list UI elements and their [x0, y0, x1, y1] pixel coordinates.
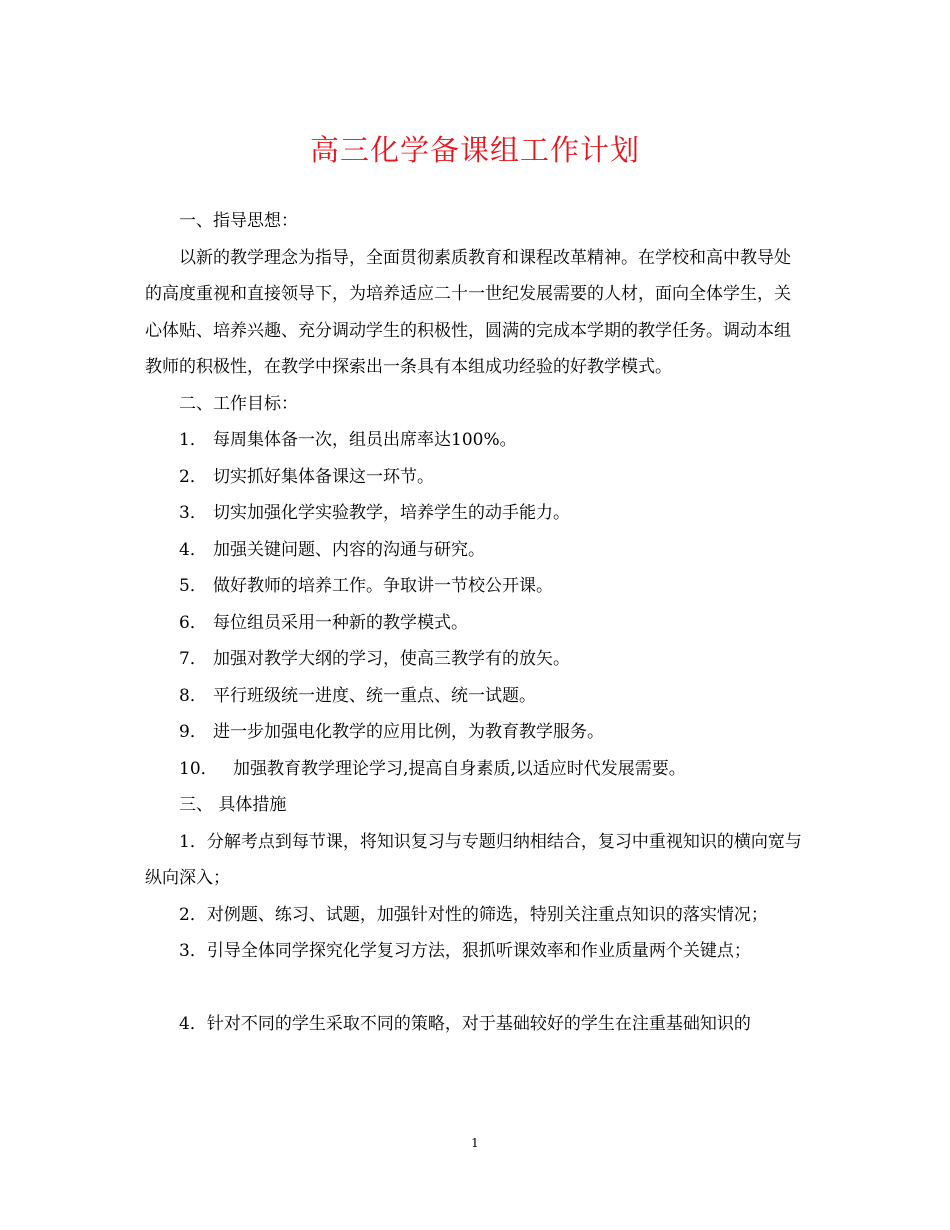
goal-number: 3．	[179, 503, 207, 523]
goal-item	[145, 678, 805, 715]
guiding-ideology-paragraph: 以新的教学理念为指导，全面贯彻素质教育和课程改革精神。在学校和高中教导处的高度重视和直接领导下，为培养适应二十一世纪发展需要的人材，面向全体学生，关心体贴、培养兴趣、充分调动学生的积极性，圆满的完成本学期的教学任务。调动本组教师的积极性，在教学中探索出一条具有本组成功经验的好教学模式。	[145, 247, 791, 377]
goal-number: 8．	[179, 685, 207, 706]
goal-text: 切实加强化学实验教学，培养学生的动手能力。	[213, 503, 570, 523]
goal-number: 1．	[179, 430, 207, 450]
blank-line	[145, 970, 805, 1006]
goal-text: 加强关键问题、内容的沟通与研究。	[213, 539, 485, 560]
goal-text: 加强对教学大纲的学习，使高三教学有的放矢。	[213, 649, 570, 669]
section-heading-measures: 三、 具体措施	[179, 795, 287, 815]
goal-number: 5．	[179, 576, 207, 596]
goal-item	[145, 641, 805, 678]
goal-number: 10．	[179, 758, 218, 779]
goal-item	[145, 495, 805, 532]
section-heading-guiding-ideology: 一、指导思想：	[179, 211, 298, 231]
goal-text: 平行班级统一进度、统一重点、统一试题。	[213, 685, 536, 706]
goal-item	[145, 459, 805, 496]
goal-text: 切实抓好集体备课这一环节。	[213, 466, 434, 487]
goal-text: 进一步加强电化教学的应用比例，为教育教学服务。	[213, 722, 604, 742]
document-body	[145, 203, 805, 1042]
page-title: 高三化学备课组工作计划	[309, 133, 640, 167]
goal-text: 加强教育教学理论学习,提高自身素质,以适应时代发展需要。	[233, 758, 686, 779]
goal-item	[145, 568, 805, 605]
page-number: 1	[471, 1136, 479, 1150]
goal-text: 做好教师的培养工作。争取讲一节校公开课。	[213, 576, 553, 596]
section-heading-work-goals: 二、工作目标：	[179, 393, 298, 414]
goal-number: 6．	[179, 612, 207, 633]
goal-number: 7．	[179, 649, 207, 669]
measure-item: 1．分解考点到每节课，将知识复习与专题归纳相结合，复习中重视知识的横向宽与纵向深入；	[145, 831, 802, 888]
goal-item	[145, 422, 805, 459]
goal-number: 9．	[179, 722, 207, 742]
measure-item: 2．对例题、练习、试题，加强针对性的筛选，特别关注重点知识的落实情况；	[179, 904, 768, 925]
measure-item: 3．引导全体同学探究化学复习方法，狠抓听课效率和作业质量两个关键点；	[179, 941, 751, 961]
goal-text: 每位组员采用一种新的教学模式。	[213, 612, 468, 633]
measure-item: 4．针对不同的学生采取不同的策略，对于基础较好的学生在注重基础知识的	[179, 1013, 751, 1034]
goal-item	[145, 751, 805, 788]
goal-item	[145, 532, 805, 569]
goal-item	[145, 714, 805, 751]
goal-item	[145, 605, 805, 642]
goal-number: 4．	[179, 539, 207, 560]
goal-number: 2．	[179, 466, 207, 487]
goal-text: 每周集体备一次，组员出席率达100%。	[213, 430, 517, 450]
